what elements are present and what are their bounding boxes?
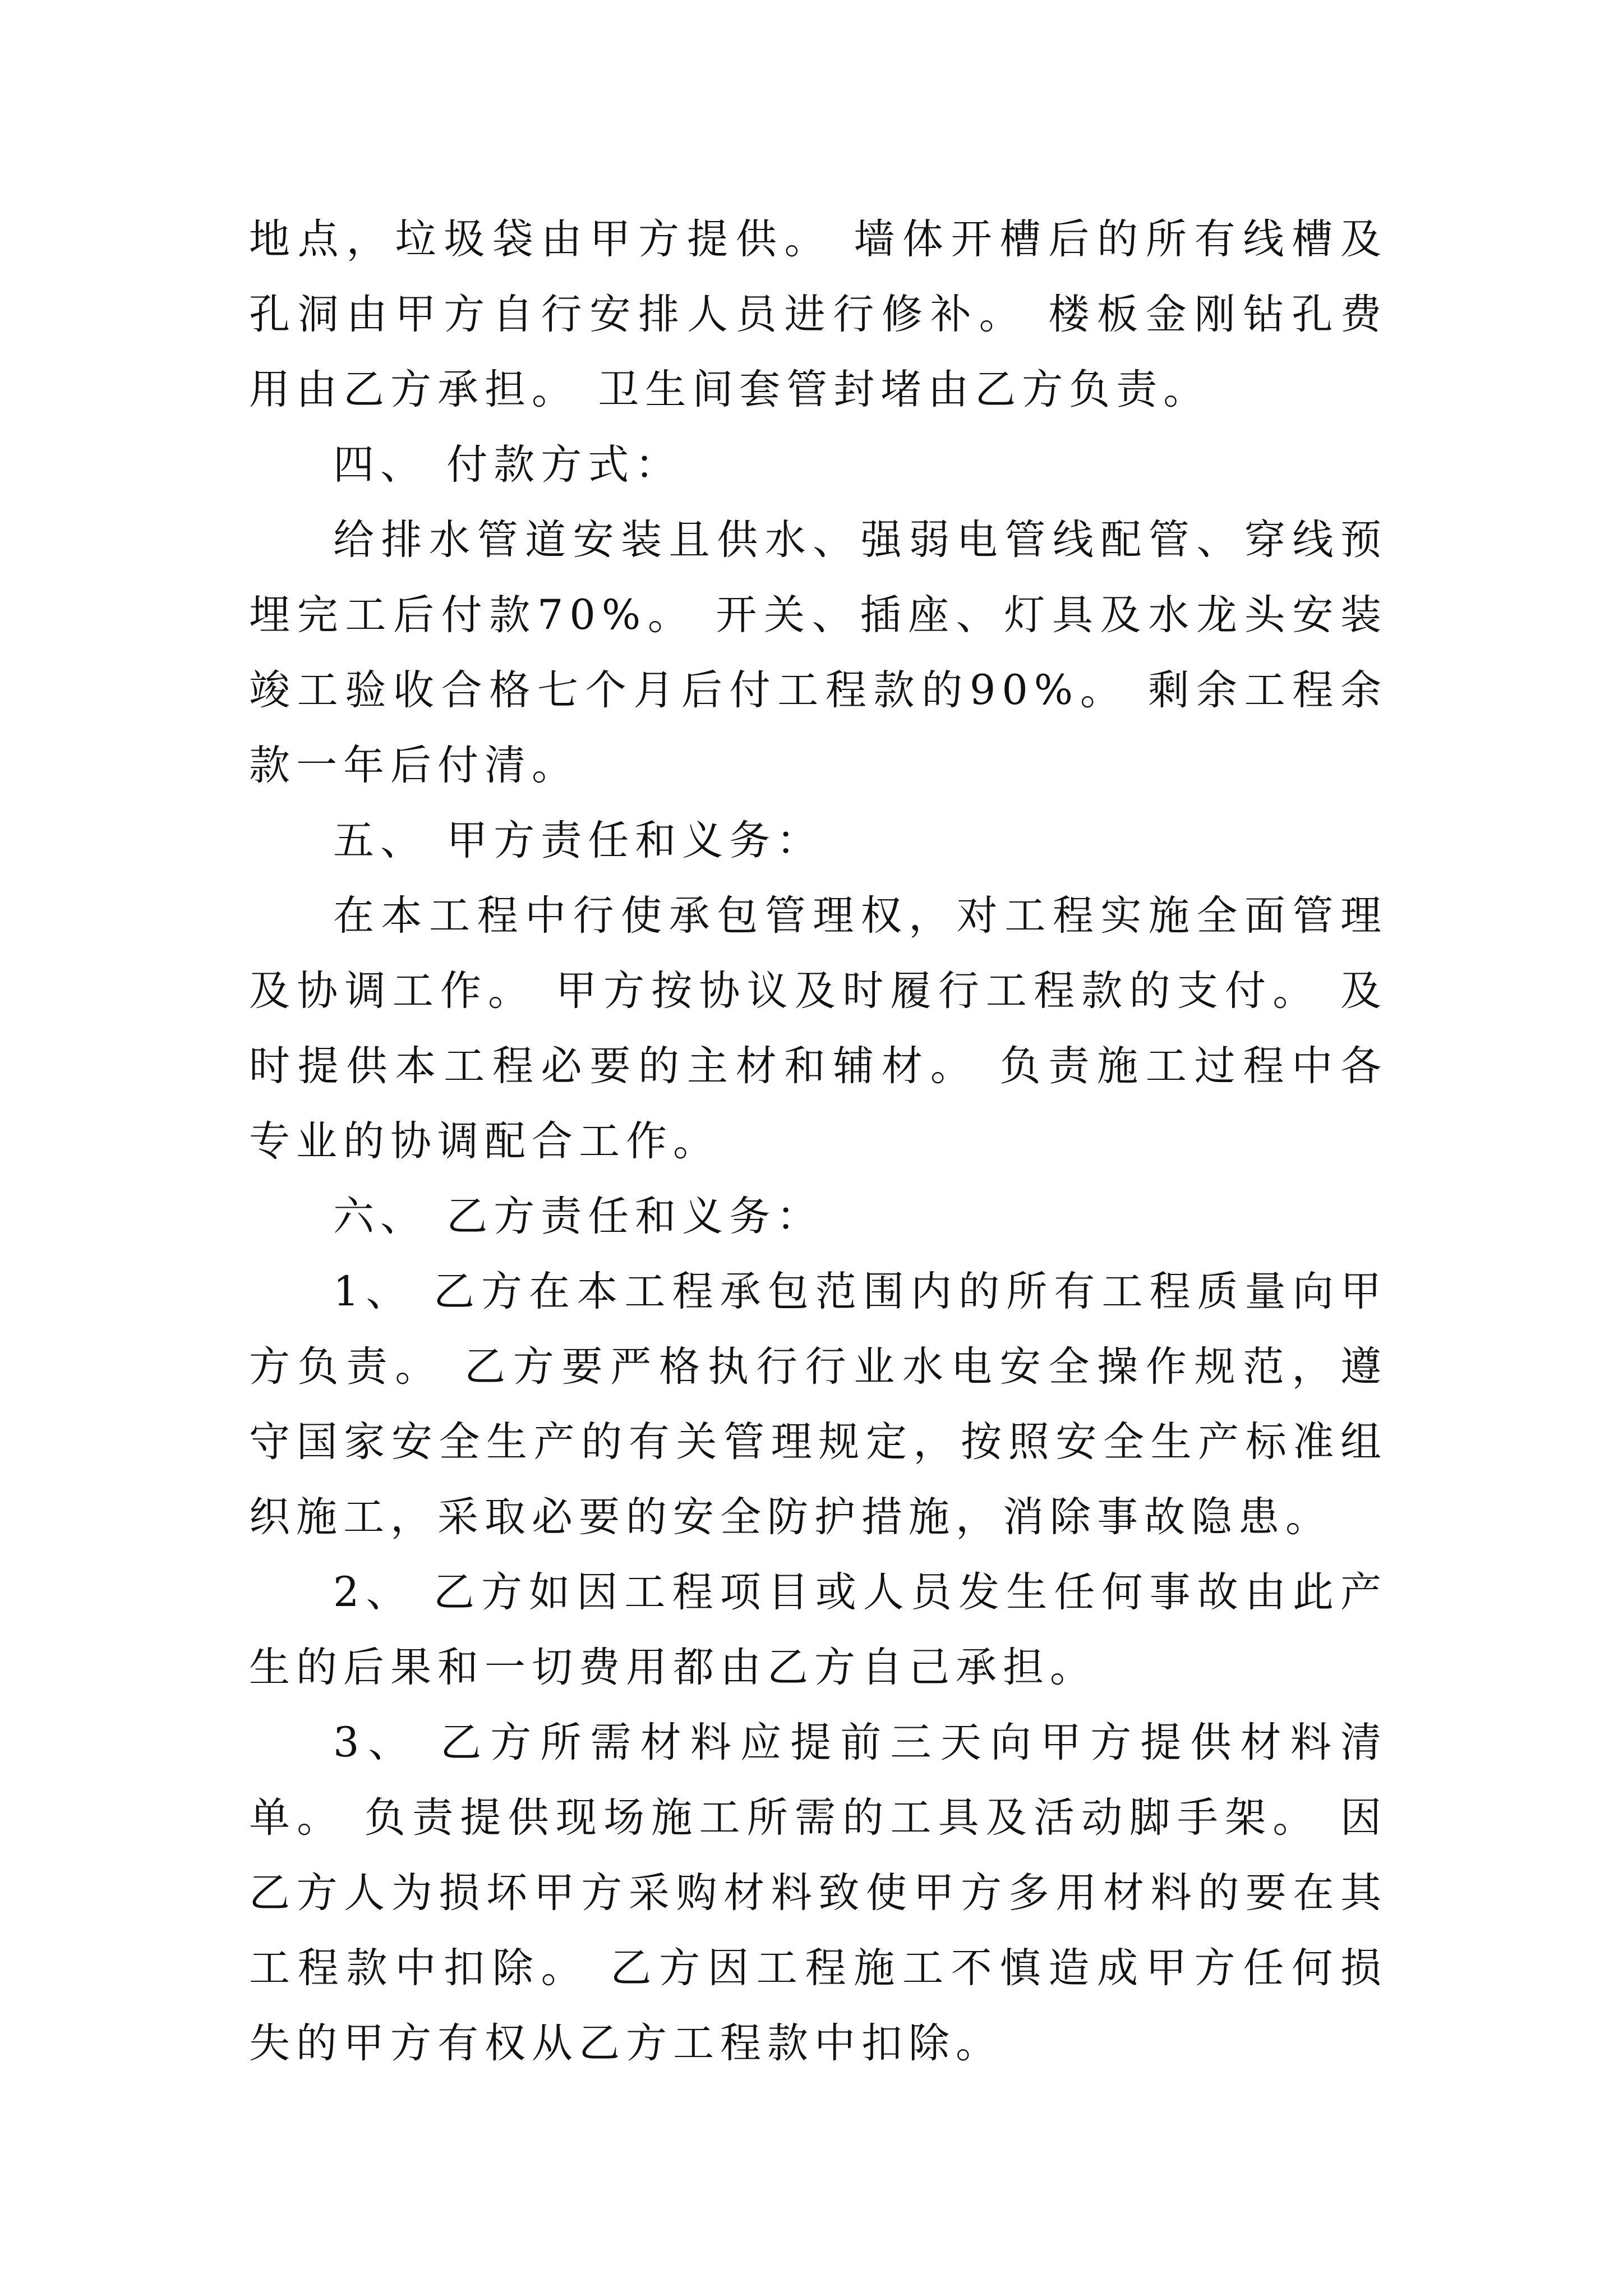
- paragraph-party-a-duties: 在本工程中行使承包管理权，对工程实施全面管理及协调工作。 甲方按协议及时履行工程款的支付。 及时提供本工程必要的主材和辅材。 负责施工过程中各专业的协调配合工作。: [249, 892, 1387, 1165]
- document-body: [249, 202, 1387, 2081]
- section-heading-payment: 四、 付款方式：: [333, 441, 683, 489]
- section-heading-party-a: 五、 甲方责任和义务：: [333, 817, 824, 864]
- paragraph-payment-terms: 给排水管道安装且供水、强弱电管线配管、穿线预埋完工后付款70%。 开关、插座、灯具及水龙头安装竣工验收合格七个月后付工程款的90%。 剩余工程余款一年后付清。: [249, 516, 1387, 789]
- paragraph-waste-and-repair: 地点，垃圾袋由甲方提供。 墙体开槽后的所有线槽及孔洞由甲方自行安排人员进行修补。 楼板金刚钻孔费用由乙方承担。 卫生间套管封堵由乙方负责。: [249, 215, 1387, 413]
- paragraph-party-b-item-1: 1、 乙方在本工程承包范围内的所有工程质量向甲方负责。 乙方要严格执行行业水电安全操作规范，遵守国家安全生产的有关管理规定，按照安全生产标准组织施工，采取必要的安全防护措施，消除事故隐患。: [249, 1268, 1387, 1541]
- paragraph-party-b-item-2: 2、 乙方如因工程项目或人员发生任何事故由此产生的后果和一切费用都由乙方自己承担。: [249, 1568, 1387, 1691]
- section-heading-party-b: 六、 乙方责任和义务：: [333, 1193, 824, 1240]
- paragraph-party-b-item-3: 3、 乙方所需材料应提前三天向甲方提供材料清单。 负责提供现场施工所需的工具及活动脚手架。 因乙方人为损坏甲方采购材料致使甲方多用材料的要在其工程款中扣除。 乙方因工程施工不慎造成甲方任何损失的甲方有权从乙方工程款中扣除。: [249, 1719, 1387, 2067]
